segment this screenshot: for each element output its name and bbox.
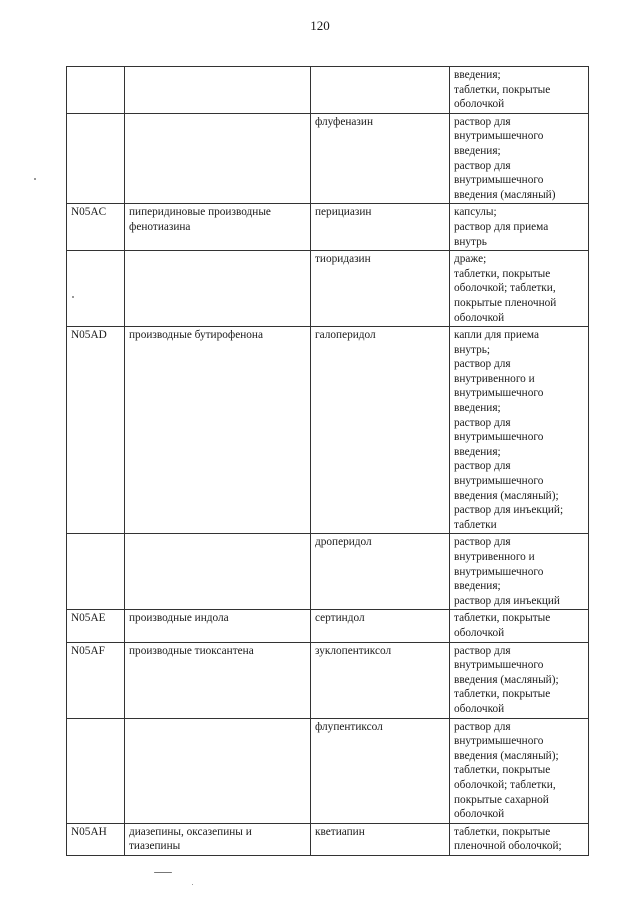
- atc-code-cell: N05AD: [67, 327, 125, 534]
- dosage-form-line: оболочкой: [454, 98, 505, 111]
- atc-code-cell: [67, 67, 125, 114]
- group-line: диазепины, оксазепины и: [129, 825, 252, 838]
- dosage-form-line: внутримышечного: [454, 659, 544, 672]
- scan-speck: [72, 296, 74, 298]
- table-row: [67, 251, 589, 327]
- drug-name-cell: флупентиксол: [311, 718, 450, 823]
- drug-name-cell: перициазин: [311, 204, 450, 251]
- dosage-form-line: оболочкой: [454, 702, 505, 715]
- group-cell: [125, 113, 311, 204]
- dosage-form-line: раствор для: [454, 358, 511, 371]
- dosage-form-line: таблетки, покрытые: [454, 612, 551, 625]
- dosage-form-line: внутримышечного: [454, 174, 544, 187]
- group-cell: [125, 204, 311, 251]
- group-cell: [125, 823, 311, 855]
- atc-code-cell: [67, 113, 125, 204]
- group-cell: [125, 67, 311, 114]
- atc-code-cell: [67, 251, 125, 327]
- group-line: производные тиоксантена: [129, 644, 254, 657]
- group-cell: [125, 718, 311, 823]
- dosage-form-line: раствор для приема: [454, 220, 549, 233]
- scan-speck: [34, 178, 36, 180]
- dosage-form-line: раствор для инъекций;: [454, 504, 564, 517]
- table-row: [67, 610, 589, 642]
- table-row: [67, 642, 589, 718]
- atc-code-cell: N05AH: [67, 823, 125, 855]
- dosage-form-line: введения;: [454, 69, 501, 81]
- dosage-form-line: оболочкой; таблетки,: [454, 778, 556, 791]
- dosage-form-line: введения (масляный);: [454, 673, 559, 686]
- drug-name-cell: кветиапин: [311, 823, 450, 855]
- dosage-form-line: оболочкой: [454, 626, 505, 639]
- dosage-form-line: введения;: [454, 144, 501, 157]
- dosage-form-line: введения;: [454, 445, 501, 458]
- dosage-form-cell: [450, 823, 589, 855]
- dosage-form-line: капсулы;: [454, 206, 497, 219]
- atc-code-cell: N05AE: [67, 610, 125, 642]
- dosage-form-cell: [450, 327, 589, 534]
- scan-speck: [154, 872, 172, 873]
- dosage-form-line: таблетки, покрытые: [454, 267, 551, 280]
- group-line: тиазепины: [129, 840, 181, 853]
- drug-table: [66, 66, 589, 856]
- dosage-form-cell: [450, 67, 589, 114]
- dosage-form-cell: [450, 204, 589, 251]
- group-cell: [125, 534, 311, 610]
- dosage-form-line: внутривенного и: [454, 551, 535, 563]
- dosage-form-line: драже;: [454, 253, 487, 266]
- table-row: [67, 327, 589, 534]
- group-cell: [125, 251, 311, 327]
- atc-code-cell: N05AC: [67, 204, 125, 251]
- drug-name-cell: галоперидол: [311, 327, 450, 534]
- group-line: пиперидиновые производные: [129, 206, 271, 219]
- group-cell: [125, 327, 311, 534]
- drug-name-cell: [311, 67, 450, 114]
- table-row: [67, 823, 589, 855]
- dosage-form-line: введения (масляный);: [454, 749, 559, 762]
- dosage-form-line: раствор для: [454, 720, 511, 733]
- drug-name-cell: зуклопентиксол: [311, 642, 450, 718]
- dosage-form-line: введения (масляный): [454, 188, 556, 201]
- atc-code-cell: [67, 718, 125, 823]
- dosage-form-line: внутривенного и: [454, 372, 535, 385]
- dosage-form-line: раствор для: [454, 115, 511, 128]
- dosage-form-line: раствор для: [454, 644, 511, 657]
- dosage-form-cell: [450, 642, 589, 718]
- table-row: [67, 67, 589, 114]
- dosage-form-line: пленочной оболочкой;: [454, 840, 562, 853]
- dosage-form-line: внутримышечного: [454, 565, 544, 578]
- dosage-form-line: раствор для инъекций: [454, 594, 560, 607]
- page-number: 120: [310, 18, 330, 33]
- dosage-form-cell: [450, 718, 589, 823]
- dosage-form-line: покрытые пленочной: [454, 296, 557, 309]
- drug-name-cell: флуфеназин: [311, 113, 450, 204]
- dosage-form-line: введения;: [454, 402, 501, 415]
- atc-code-cell: [67, 534, 125, 610]
- dosage-form-cell: [450, 251, 589, 327]
- dosage-form-line: введения;: [454, 580, 501, 593]
- dosage-form-line: таблетки, покрытые: [454, 688, 551, 701]
- group-cell: [125, 610, 311, 642]
- scan-speck: [192, 884, 193, 885]
- table-row: [67, 718, 589, 823]
- dosage-form-line: оболочкой; таблетки,: [454, 282, 556, 295]
- dosage-form-cell: [450, 534, 589, 610]
- dosage-form-cell: [450, 113, 589, 204]
- dosage-form-line: внутримышечного: [454, 130, 544, 143]
- dosage-form-line: внутрь: [454, 235, 487, 248]
- table-row: [67, 113, 589, 204]
- dosage-form-line: внутримышечного: [454, 735, 544, 748]
- dosage-form-line: капли для приема: [454, 329, 539, 342]
- group-line: производные бутирофенона: [129, 329, 263, 342]
- dosage-form-line: раствор для: [454, 416, 511, 429]
- dosage-form-line: раствор для: [454, 536, 511, 549]
- atc-code-cell: N05AF: [67, 642, 125, 718]
- dosage-form-line: внутрь;: [454, 343, 491, 356]
- dosage-form-line: внутримышечного: [454, 431, 544, 444]
- drug-name-cell: тиоридазин: [311, 251, 450, 327]
- group-line: производные индола: [129, 612, 229, 625]
- dosage-form-line: раствор для: [454, 159, 511, 172]
- table-row: [67, 204, 589, 251]
- dosage-form-line: раствор для: [454, 460, 511, 473]
- table-row: [67, 534, 589, 610]
- drug-name-cell: сертиндол: [311, 610, 450, 642]
- dosage-form-line: введения (масляный);: [454, 489, 559, 502]
- group-cell: [125, 642, 311, 718]
- dosage-form-line: таблетки: [454, 518, 497, 531]
- dosage-form-line: покрытые сахарной: [454, 793, 549, 806]
- drug-name-cell: дроперидол: [311, 534, 450, 610]
- dosage-form-line: внутримышечного: [454, 475, 544, 488]
- table-body: [67, 67, 589, 856]
- group-line: фенотиазина: [129, 220, 191, 233]
- dosage-form-line: таблетки, покрытые: [454, 764, 551, 777]
- dosage-form-line: внутримышечного: [454, 387, 544, 400]
- dosage-form-cell: [450, 610, 589, 642]
- dosage-form-line: оболочкой: [454, 311, 505, 324]
- dosage-form-line: таблетки, покрытые: [454, 83, 551, 96]
- dosage-form-line: оболочкой: [454, 808, 505, 821]
- dosage-form-line: таблетки, покрытые: [454, 825, 551, 838]
